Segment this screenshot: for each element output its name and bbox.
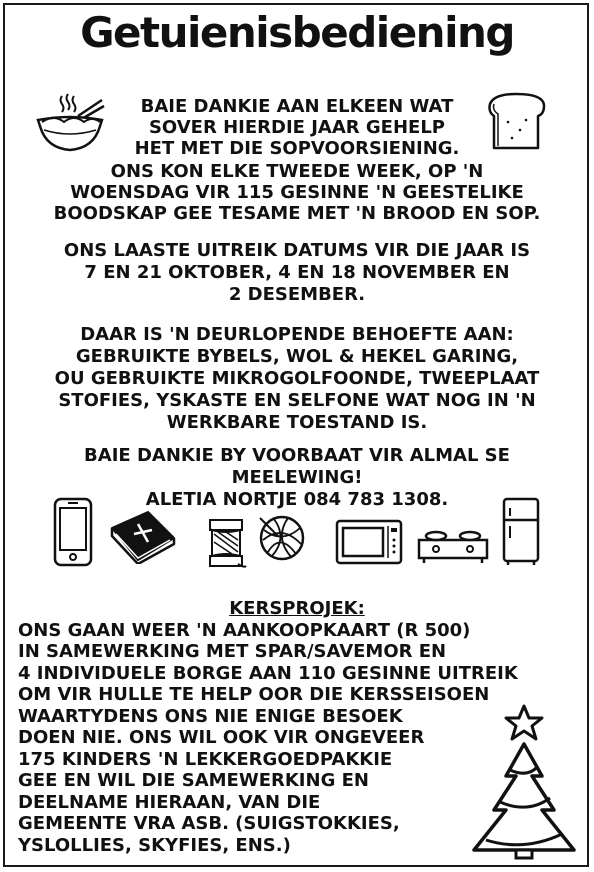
bread-icon (486, 92, 548, 152)
text-line: 175 KINDERS 'N LEKKERGOEDPAKKIE (18, 748, 393, 770)
dates-paragraph (0, 240, 594, 306)
text-line: ONS LAASTE UITREIK DATUMS VIR DIE JAAR IS (63, 240, 531, 261)
text-line: WAARTYDENS ONS NIE ENIGE BESOEK (18, 705, 403, 727)
yarn-icon (204, 516, 248, 572)
crochet-ball-icon (258, 514, 306, 562)
microwave-icon (334, 518, 404, 566)
intro-paragraph (112, 96, 482, 159)
text-line: 7 EN 21 OKTOBER, 4 EN 18 NOVEMBER EN (84, 262, 510, 283)
fridge-icon (500, 496, 542, 566)
text-line: BOODSKAP GEE TESAME MET 'N BROOD EN SOP. (53, 203, 541, 224)
text-line: ONS KON ELKE TWEEDE WEEK, OP 'N (110, 161, 484, 182)
text-line: 2 DESEMBER. (228, 284, 366, 305)
text-line: ONS GAAN WEER 'N AANKOOPKAART (R 500) (18, 619, 471, 641)
needs-paragraph (0, 324, 594, 434)
text-line: GEMEENTE VRA ASB. (SUIGSTOKKIES, (18, 813, 400, 834)
stove-icon (416, 524, 490, 564)
christmas-heading: KERSPROJEK: (229, 598, 365, 619)
text-line: IN SAMEWERKING MET SPAR/SAVEMOR EN (18, 641, 447, 662)
text-line: YSLOLLIES, SKYFIES, ENS.) (18, 834, 291, 856)
text-line: 4 INDIVIDUELE BORGE AAN 110 GESINNE UITREIK (18, 662, 518, 684)
text-line: DEELNAME HIERAAN, VAN DIE (18, 791, 321, 813)
text-line: WOENSDAG VIR 115 GESINNE 'N GEESTELIKE (70, 182, 524, 203)
text-line: BAIE DANKIE BY VOORBAAT VIR ALMAL SE (84, 445, 510, 466)
text-line: HET MET DIE SOPVOORSIENING. (134, 138, 460, 159)
text-line: SOVER HIERDIE JAAR GEHELP (148, 117, 446, 138)
soup-bowl-icon (34, 92, 106, 154)
text-line: GEBRUIKTE BYBELS, WOL & HEKEL GARING, (75, 346, 519, 367)
christmas-tree-icon (466, 704, 582, 860)
page-title: Getuienisbediening (80, 8, 514, 57)
text-line: WERKBARE TOESTAND IS. (166, 412, 428, 433)
text-line: MEELEWING! (231, 467, 363, 488)
text-line: OU GEBRUIKTE MIKROGOLFOONDE, TWEEPLAAT (54, 368, 540, 389)
text-line: DOEN NIE. ONS WIL OOK VIR ONGEVEER (18, 727, 425, 748)
intro-paragraph-continued (0, 161, 594, 224)
bible-icon (108, 508, 178, 564)
text-line: STOFIES, YSKASTE EN SELFONE WAT NOG IN 'N (58, 390, 536, 411)
contact-line: ALETIA NORTJE 084 783 1308. (145, 489, 449, 510)
phone-icon (52, 496, 94, 568)
text-line: GEE EN WIL DIE SAMEWERKING EN (18, 770, 369, 791)
text-line: OM VIR HULLE TE HELP OOR DIE KERSSEISOEN (18, 684, 490, 705)
text-line: DAAR IS 'N DEURLOPENDE BEHOEFTE AAN: (80, 324, 514, 345)
text-line: BAIE DANKIE AAN ELKEEN WAT (140, 96, 454, 117)
